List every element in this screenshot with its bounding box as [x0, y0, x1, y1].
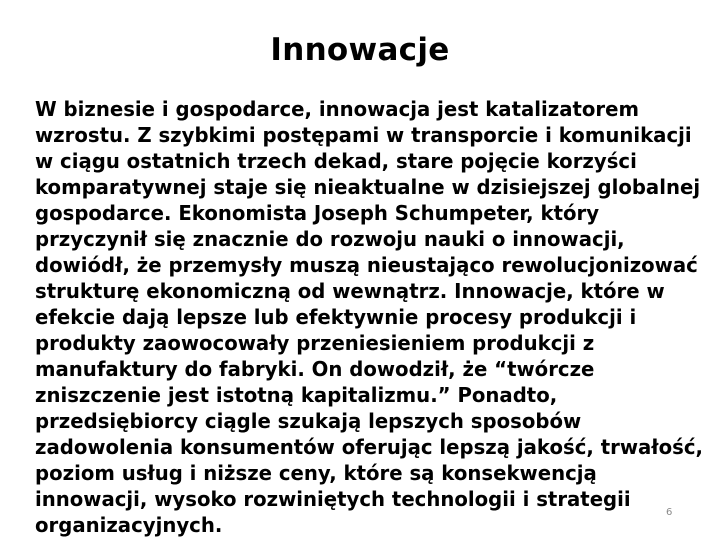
body-line: produkty zaowocowały przeniesieniem produkcji z — [35, 331, 595, 355]
body-line: efekcie dają lepsze lub efektywnie procesy produkcji i — [35, 305, 637, 329]
page-number: 6 — [666, 507, 673, 518]
body-line: przedsiębiorcy ciągle szukają lepszych sposobów — [35, 409, 582, 433]
body-line: dowiódł, że przemysły muszą nieustająco rewolucjonizować — [35, 253, 698, 277]
body-line: poziom usług i niższe ceny, które są konsekwencją — [35, 461, 597, 485]
body-line: innowacji, wysoko rozwiniętych technologii i strategii — [35, 487, 631, 511]
body-paragraph — [35, 96, 720, 538]
body-line: przyczynił się znacznie do rozwoju nauki o innowacji, — [35, 227, 625, 251]
body-line: manufaktury do fabryki. On dowodził, że “twórcze — [35, 357, 595, 381]
body-line: W biznesie i gospodarce, innowacja jest katalizatorem — [35, 97, 639, 121]
slide-title: Innowacje — [270, 32, 450, 68]
body-line: organizacyjnych. — [35, 513, 223, 537]
body-line: zniszczenie jest istotną kapitalizmu.” Ponadto, — [35, 383, 558, 407]
body-line: strukturę ekonomiczną od wewnątrz. Innowacje, które w — [35, 279, 665, 303]
body-line: gospodarce. Ekonomista Joseph Schumpeter, który — [35, 201, 600, 225]
body-line: zadowolenia konsumentów oferując lepszą jakość, trwałość, — [35, 435, 703, 459]
body-line: komparatywnej staje się nieaktualne w dzisiejszej globalnej — [35, 175, 701, 199]
body-line: w ciągu ostatnich trzech dekad, stare pojęcie korzyści — [35, 149, 637, 173]
body-line: wzrostu. Z szybkimi postępami w transporcie i komunikacji — [35, 123, 692, 147]
